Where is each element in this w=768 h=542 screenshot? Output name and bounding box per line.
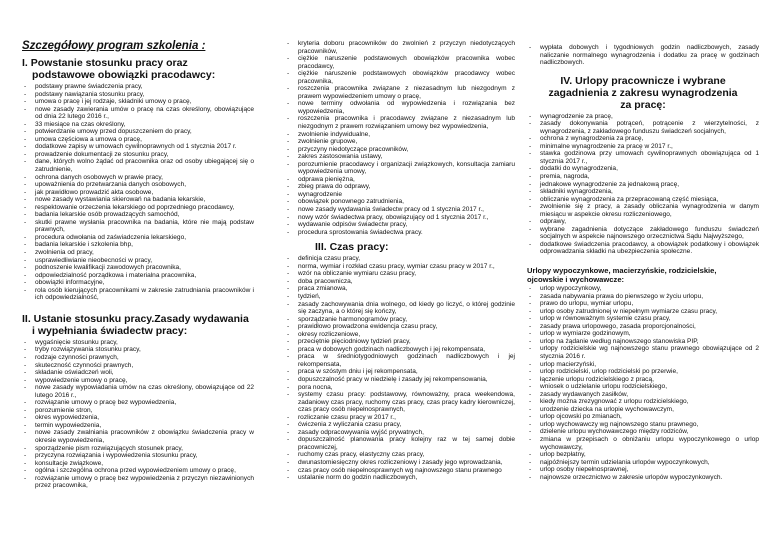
list-item: - praca w średniotygodniowych godzinach nadliczbowych i jej rekompensata,	[285, 353, 515, 368]
list-item: - nowe terminy odwołania od wypowiedzenia i rozwiązania bez wypowiedzenia,	[285, 100, 515, 115]
list-item: - zbieg prawa do odprawy,	[285, 183, 515, 191]
section-4-title-line1: IV. Urlopy pracownicze i wybrane	[560, 74, 726, 87]
list-item: - konsultacje związkowe,	[22, 460, 254, 468]
list-item: - definicja czasu pracy,	[285, 255, 515, 263]
document-title: Szczegółowy program szkolenia :	[22, 40, 206, 52]
list-item: - rozwiązanie umowy o pracę bez wypowiedzenia,	[22, 399, 254, 407]
list-item: - sporządzenie pism rozwiązujących stosunek pracy,	[22, 445, 254, 453]
list-item: - nowy wzór świadectwa pracy, obowiązujący od 1 stycznia 2017 r.,	[285, 214, 515, 222]
list-item: - podstawy prawne świadczenia pracy,	[22, 83, 254, 91]
list-item: - sporządzanie harmonogramów pracy,	[285, 316, 515, 324]
list-item: - urlop osoby niepełnosprawnej,	[527, 466, 759, 474]
list-item: - okres wypowiedzenia,	[22, 414, 254, 422]
list-item: - zakres zastosowania ustawy,	[285, 153, 515, 161]
list-item: - roszczenia pracownika i pracodawcy związane z niezasadnym lub niezgodnym z prawem rozwiązaniem umowy bez wypowiedzenia,	[285, 115, 515, 130]
list-item: - ustalanie norm do godzin nadliczbowych,	[285, 474, 515, 482]
list-item: - prowadzenie dokumentacji ze stosunku pracy,	[22, 151, 254, 159]
list-item: - tryby rozwiązywania stosunku pracy,	[22, 346, 254, 354]
list-item: - upoważnienia do przetwarzania danych osobowych,	[22, 181, 254, 189]
list-item: - respektowanie orzeczenia lekarskiego od poprzedniego pracodawcy,	[22, 204, 254, 212]
list-item: - pora nocna,	[285, 384, 515, 392]
list-item: - urodzenie dziecka na urlopie wychowawczym,	[527, 406, 759, 414]
list-item: - wniosek o udzielanie urlopu rodzicielskiego,	[527, 383, 759, 391]
list-item: - łączenie urlopu rodzicielskiego z pracą,	[527, 376, 759, 384]
list-item: - ćwiczenia z wyliczania czasu pracy,	[285, 421, 515, 429]
section-2-list-part1	[22, 339, 254, 490]
list-item: - kiedy można zrezygnować z urlopu rodzicielskiego,	[527, 398, 759, 406]
list-item: - prawo do urlopu, wymiar urlopu,	[527, 300, 759, 308]
list-item: - norma, wymiar i rozkład czasu pracy, wymiar czasu pracy w 2017 r.,	[285, 263, 515, 271]
section-4-list	[527, 113, 759, 256]
list-item: - wypłata dobowych i tygodniowych godzin nadliczbowych, zasady naliczanie normalnego wynagrodzenia i dodatku za pracę w godzinach nadliczbowych.	[527, 44, 759, 67]
list-item: - porozumienie pracodawcy i organizacji związkowych, konsultacja zamiaru wypowiedzenia umowy,	[285, 161, 515, 176]
list-item: - urlopy rodzicielskie wg najnowszego stanu prawnego obowiązujące od 2 stycznia 2016 r.	[527, 345, 759, 360]
list-item: - doba pracownicza,	[285, 278, 515, 286]
list-item: - obliczanie wynagrodzenia za przepracowaną część miesiąca,	[527, 196, 759, 204]
list-item: - rozwiązanie umowy o pracę bez wypowiedzenia z przyczyn niezawinionych przez pracownika,	[22, 475, 254, 490]
list-item: - wynagrodzenie	[285, 191, 515, 199]
list-item: - ruchomy czas pracy, elastyczny czas pracy,	[285, 451, 515, 459]
list-item: - przyczyna rozwiązania i wypowiedzenia stosunku pracy,	[22, 452, 254, 460]
list-item: - procedura sprostowania świadectwa pracy.	[285, 229, 515, 237]
list-item: - potwierdzanie umowy przed dopuszczeniem do pracy,	[22, 128, 254, 136]
list-item: - urlop rodzicielski, urlop rodzicielski po przerwie,	[527, 368, 759, 376]
list-item: - dwunastomiesięczny okres rozliczeniowy i zasady jego wprowadzania,	[285, 459, 515, 467]
list-item: - jednakowe wynagrodzenie za jednakową pracę,	[527, 181, 759, 189]
list-item: - odprawy,	[527, 218, 759, 226]
list-item: - ciężkie naruszenie podstawowych obowiązków pracownika wobec pracodawcy,	[285, 55, 515, 70]
list-item: - czas pracy osób niepełnosprawnych wg najnowszego stanu prawnego	[285, 467, 515, 475]
list-item: - umowa częściowa a umowa o pracę,	[22, 136, 254, 144]
list-item: - nowe zasady zawierania umów o pracę na czas określony, obowiązujące od dnia 22 lutego 2016 r.,	[22, 106, 254, 121]
list-item: - zwolnienia od pracy,	[22, 249, 254, 257]
list-item: - urlop osoby zatrudnionej w niepełnym wymiarze czasu pracy,	[527, 308, 759, 316]
list-item: - dane, których wolno żądać od pracownika oraz od osoby ubiegającej się o zatrudnienie,	[22, 158, 254, 173]
list-item: - porozumienie stron,	[22, 407, 254, 415]
list-item: - zwolnienie indywidualne,	[285, 131, 515, 139]
section-4-title-line3: za pracę:	[620, 98, 666, 111]
list-item: - nowe zasady zwalniania pracowników z obowiązku świadczenia pracy w okresie wypowiedzenia,	[22, 429, 254, 444]
list-item: - skutki prawne wysłania pracownika na badania, które nie mają podstaw prawnych,	[22, 219, 254, 234]
list-item: - przyczyny niedotyczące pracowników,	[285, 146, 515, 154]
list-item: - rozliczanie czasu pracy w 2017 r.,	[285, 414, 515, 422]
list-item: - urlop na żądanie według najnowszego stanowiska PIP,	[527, 338, 759, 346]
column-1	[22, 40, 254, 490]
list-item: - umowa o pracę i jej rodzaje, składniki umowy o pracę,	[22, 98, 254, 106]
list-item: - skuteczność czynności prawnych,	[22, 362, 254, 370]
list-item: - ogólna i szczególna ochrona przed wypowiedzeniem umowy o pracę,	[22, 467, 254, 475]
list-item: - przeciętnie pięciodniowy tydzień pracy,	[285, 338, 515, 346]
list-item: - składanie oświadczeń woli,	[22, 369, 254, 377]
list-item: - urlop bezpłatny,	[527, 451, 759, 459]
list-item: - praca w dobowych godzinach nadliczbowych i jej rekompensata,	[285, 346, 515, 354]
list-item: - praca zmianowa,	[285, 285, 515, 293]
section-2-list-part2	[285, 40, 515, 236]
list-item: - dodatkowe świadczenia pracodawcy, a obowiązek podatkowy i obowiązek odprowadzania składki na ubezpieczenia społeczne.	[527, 241, 759, 256]
section-1-list	[22, 83, 254, 302]
list-item: - urlop w wymiarze godzinowym,	[527, 330, 759, 338]
list-item: - jak prawidłowo prowadzić akta osobowe,	[22, 189, 254, 197]
list-item: - ciężkie naruszenie podstawowych obowiązków pracodawcy wobec pracownika,	[285, 70, 515, 85]
section-3-list-continued	[527, 44, 759, 67]
list-item: - zasada nabywania prawa do pierwszego w życiu urlopu,	[527, 293, 759, 301]
list-item: - najnowsze orzecznictwo w zakresie urlopów wypoczynkowych.	[527, 474, 759, 482]
list-item: - okresy rozliczeniowe,	[285, 331, 515, 339]
section-2-title	[22, 313, 254, 337]
list-item: - wynagrodzenie za pracę,	[527, 113, 759, 121]
section-4-title	[527, 75, 759, 111]
list-item: - dopuszczalność pracy w niedzielę i zasady jej rekompensowania,	[285, 376, 515, 384]
list-item: - obowiązek ponownego zatrudnienia,	[285, 198, 515, 206]
list-item: - minimalne wynagrodzenie za pracę w 2017 r.,	[527, 143, 759, 151]
list-item: - zasady zachowywania dnia wolnego, od kiedy go liczyć, o której godzinie się zaczyna, a o której się kończy,	[285, 301, 515, 316]
list-item: - ochrona z wynagrodzenia za pracę,	[527, 135, 759, 143]
list-item: - wypowiedzenie umowy o pracę,	[22, 377, 254, 385]
column-2	[285, 40, 515, 482]
list-item: - prawidłowo prowadzona ewidencja czasu pracy,	[285, 323, 515, 331]
section-5-title-line1: Urlopy wypoczynkowe, macierzyńskie, rodzicielskie,	[527, 266, 717, 276]
list-item: - urlop wypoczynkowy,	[527, 285, 759, 293]
section-2-title-line1: II. Ustanie stosunku pracy.Zasady wydawania	[22, 312, 249, 325]
list-item: - systemy czasu pracy: podstawowy, równoważny, praca weekendowa, zadaniowy czas pracy, ruchomy czas pracy, czas pracy kadry kierowniczej, czas pracy osób niepełnosprawnych,	[285, 391, 515, 414]
list-item: - urlop ojcowski po zmianach,	[527, 413, 759, 421]
list-item: - 33 miesiące na czas określony,	[22, 121, 254, 129]
list-item: - wygaśnięcie stosunku pracy,	[22, 339, 254, 347]
list-item: - stawka godzinowa przy umowach cywilnoprawnych obowiązująca od 1 stycznia 2017 r.,	[527, 150, 759, 165]
section-2-title-line2: i wypełniania świadectw pracy:	[32, 324, 188, 337]
list-item: - wydawanie odpisów świadectw pracy,	[285, 221, 515, 229]
list-item: - praca w szóstym dniu i jej rekompensata,	[285, 368, 515, 376]
list-item: - nowe zasady wystawiania skierowań na badania lekarskie,	[22, 196, 254, 204]
list-item: - podstawy nawiązania stosunku pracy,	[22, 91, 254, 99]
list-item: - najpóźniejszy termin udzielania urlopów wypoczynkowych,	[527, 459, 759, 467]
list-item: - termin wypowiedzenia,	[22, 422, 254, 430]
list-item: - zasady wydawanych zasiłków,	[527, 391, 759, 399]
list-item: - zasady dokonywania potrąceń, potrącenie z wierzytelności, z wynagrodzenia, z zakładowego funduszu świadczeń socjalnych,	[527, 120, 759, 135]
section-5-title-line2: ojcowskie i wychowawcze:	[527, 275, 625, 285]
list-item: - obowiązki informacyjne,	[22, 279, 254, 287]
section-5-list	[527, 285, 759, 481]
list-item: - urlop w równoważnym systemie czasu pracy,	[527, 315, 759, 323]
list-item: - procedura odwołania od zaświadczenia lekarskiego,	[22, 234, 254, 242]
section-4-title-line2: zagadnienia z zakresu wynagrodzenia	[548, 86, 738, 99]
list-item: - zwolnienie się z pracy, a zasady obliczania wynagrodzenia w danym miesiącu w aspekcie okresu rozliczeniowego,	[527, 203, 759, 218]
list-item: - odprawa pieniężna,	[285, 176, 515, 184]
list-item: - zasady prawa urlopowego, zasada proporcjonalności,	[527, 323, 759, 331]
list-item: - tydzień,	[285, 293, 515, 301]
list-item: - roszczenia pracownika związane z niezasadnym lub niezgodnym z prawem wypowiedzeniem umowy o pracę,	[285, 85, 515, 100]
list-item: - odpowiedzialność porządkowa i materialna pracownika,	[22, 272, 254, 280]
list-item: - usprawiedliwianie nieobecności w pracy,	[22, 257, 254, 265]
list-item: - dzielenie urlopu wychowawczego między rodziców,	[527, 428, 759, 436]
list-item: - nowe zasady wypowiadania umów na czas określony, obowiązujące od 22 lutego 2016 r.,	[22, 384, 254, 399]
list-item: - dodatkowe zapisy w umowach cywilnoprawnych od 1 stycznia 2017 r.	[22, 143, 254, 151]
list-item: - wzór na obliczanie wymiaru czasu pracy,	[285, 270, 515, 278]
section-1-title-line2: podstawowe obowiązki pracodawcy:	[32, 69, 216, 81]
list-item: - dopuszczalność planowania pracy kolejny raz w tej samej dobie pracowniczej,	[285, 436, 515, 451]
section-1-title-line1: I. Powstanie stosunku pracy oraz	[22, 57, 188, 69]
list-item: - ochrona danych osobowych w prawie pracy,	[22, 174, 254, 182]
list-item: - kryteria doboru pracowników do zwolnień z przyczyn niedotyczących pracowników,	[285, 40, 515, 55]
column-3	[527, 44, 759, 481]
list-item: - nowe zasady wydawania świadectw pracy od 1 stycznia 2017 r.,	[285, 206, 515, 214]
list-item: - urlop wychowawczy wg najnowszego stanu prawnego,	[527, 421, 759, 429]
list-item: - zmiana w przepisach o obniżaniu urlopu wypoczynkowego o urlop wychowawczy,	[527, 436, 759, 451]
list-item: - zwolnienie grupowe,	[285, 138, 515, 146]
list-item: - zasady odpracowywania wyjść prywatnych,	[285, 429, 515, 437]
list-item: - rodzaje czynności prawnych,	[22, 354, 254, 362]
list-item: - premia, nagroda,	[527, 173, 759, 181]
list-item: - badania lekarskie i szkolenia bhp,	[22, 241, 254, 249]
list-item: - urlop macierzyński,	[527, 361, 759, 369]
list-item: - dodatki do wynagrodzenia,	[527, 165, 759, 173]
section-1-title	[22, 57, 254, 81]
list-item: - rola osób kierujących pracownikami w zakresie zatrudniania pracowników i ich odpowiedzialność,	[22, 287, 254, 302]
list-item: - badania lekarskie osób prowadzących samochód,	[22, 211, 254, 219]
list-item: - wybrane zagadnienia dotyczące zakładowego funduszu świadczeń socjalnych w aspekcie najnowszego orzecznictwa Sądu Najwyższego,	[527, 226, 759, 241]
list-item: - podnoszenie kwalifikacji zawodowych pracownika,	[22, 264, 254, 272]
section-3-title: III. Czas pracy:	[315, 241, 389, 254]
section-3-list	[285, 255, 515, 481]
list-item: - składniki wynagrodzenia,	[527, 188, 759, 196]
section-5-title	[527, 266, 759, 284]
